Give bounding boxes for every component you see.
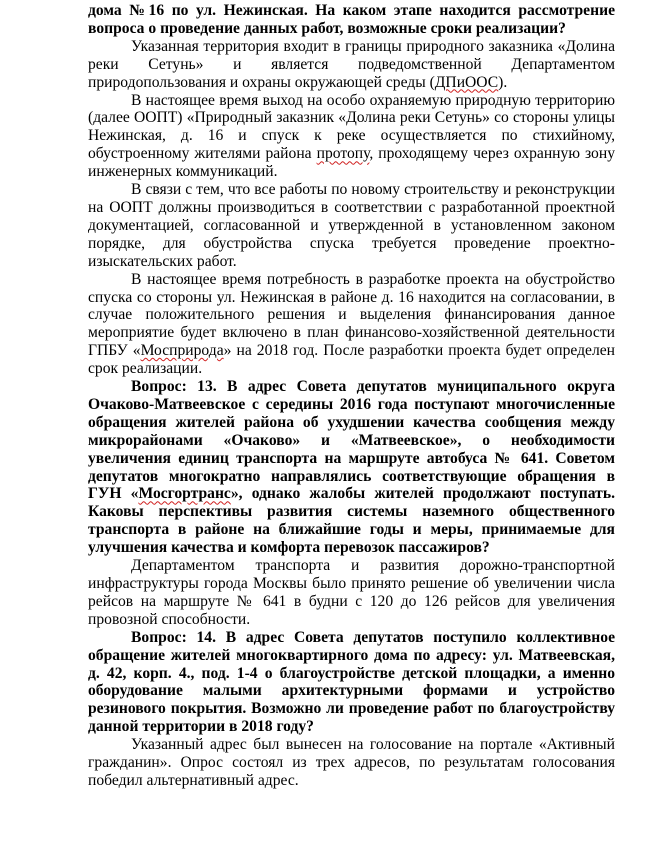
question-paragraph bbox=[88, 629, 615, 736]
spellcheck-marked-word: ДПиООС bbox=[434, 73, 499, 91]
spellcheck-marked-word: протопу bbox=[316, 145, 370, 163]
paragraph-text: » на 2018 год. После разработки проекта будет определен срок реализации. bbox=[88, 342, 615, 378]
paragraph-text: В настоящее время выход на особо охраняемую природную территорию (далее ООПТ) «Природный заказник «Долина реки Сетунь» со стороны улицы Нежинская, д. 16 и спуск к реке осуществляется по стихийному, обустроенному жителями района bbox=[88, 91, 615, 163]
answer-paragraph bbox=[88, 271, 615, 378]
paragraph-text: Вопрос: 13. В адрес Совета депутатов муниципального округа Очаково-Матвеевское с середины 2016 года поступают многочисленные обращения жителей района об ухудшении качества сообщения между микрорайонами «Очаково» и «Матвеевское», о необходимости увеличения единиц транспорта на маршруте автобуса № 641. Советом депутатов многократно направлялись соответствующие обращения в ГУН « bbox=[88, 378, 615, 503]
answer-paragraph bbox=[88, 38, 615, 92]
answer-paragraph bbox=[88, 736, 615, 790]
spellcheck-marked-word: Мосгортранс bbox=[138, 485, 231, 503]
answer-paragraph bbox=[88, 557, 615, 629]
paragraph-text: В связи с тем, что все работы по новому строительству и реконструкции на ООПТ должны производиться в соответствии с разработанной проектной документацией, согласованной и утвержденной в установленном законом порядке, для обустройства спуска требуется проведение проектно-изыскательских работ. bbox=[88, 181, 615, 270]
paragraph-text: В настоящее время потребность в разработке проекта на обустройство спуска со стороны ул. Нежинская в районе д. 16 находится на согласовании, в случае положительного решения и выделения финансирования данное мероприятие будет включено в план финансово-хозяйственной деятельности ГПБУ « bbox=[88, 270, 615, 360]
paragraph-text: Указанная территория входит в границы природного заказника «Долина реки Сетунь» и является подведомственной Департаментом природопользования и охраны окружающей среды ( bbox=[88, 37, 615, 91]
paragraph-text: Департаментом транспорта и развития дорожно-транспортной инфраструктуры города Москвы было принято решение об увеличении числа рейсов на маршруте № 641 в будни с 120 до 126 рейсов для увеличения провозной способности. bbox=[88, 557, 615, 628]
paragraph-text: ). bbox=[498, 73, 508, 91]
spellcheck-marked-word: Мосприрода bbox=[140, 342, 224, 360]
question-continuation-paragraph bbox=[88, 2, 615, 38]
answer-paragraph bbox=[88, 92, 615, 182]
paragraph-text: дома №16 по ул. Нежинская. На каком этапе находится рассмотрение вопроса о проведение данных работ, возможные сроки реализации? bbox=[88, 2, 615, 37]
paragraph-text: Вопрос: 14. В адрес Совета депутатов поступило коллективное обращение жителей многоквартирного дома по адресу: ул. Матвеевская, д. 42, корп. 4., под. 1-4 о благоустройстве детской площадки, а именно оборудование малыми архитектурными формами и устройство резинового покрытия. Возможно ли проведение работ по благоустройству данной территории в 2018 году? bbox=[88, 628, 615, 736]
paragraph-text: , проходящему через охранную зону инженерных коммуникаций. bbox=[88, 145, 615, 181]
question-paragraph bbox=[88, 378, 615, 557]
document-page bbox=[88, 2, 615, 790]
answer-paragraph bbox=[88, 181, 615, 271]
paragraph-text: », однако жалобы жителей продолжают поступать. Каковы перспективы развития системы наземного общественного транспорта в районе на ближайшие годы и меры, принимаемые для улучшения качества и комфорта перевозок пассажиров? bbox=[88, 485, 615, 557]
paragraph-text: Указанный адрес был вынесен на голосование на портале «Активный гражданин». Опрос состоял из трех адресов, по результатам голосования победил альтернативный адрес. bbox=[88, 736, 615, 789]
